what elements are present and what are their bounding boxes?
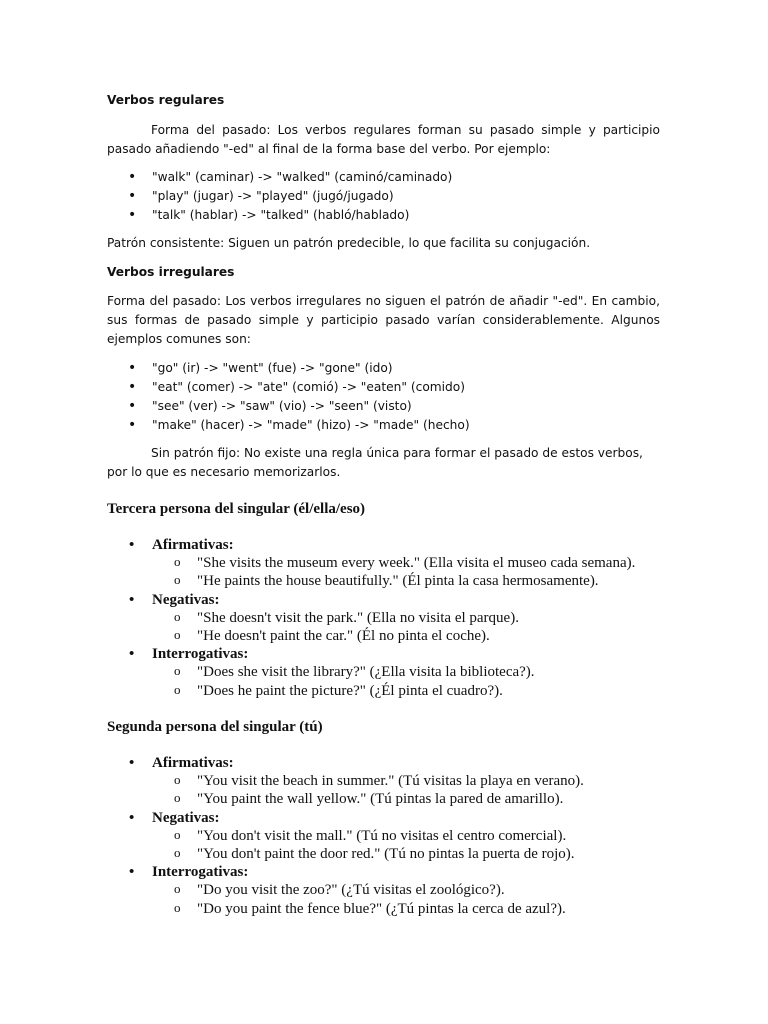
group-label-affirmative: • Afirmativas: bbox=[107, 754, 660, 772]
list-item: • "walk" (caminar) -> "walked" (caminó/caminado) bbox=[107, 168, 660, 187]
list-item: o "Does she visit the library?" (¿Ella visita la biblioteca?). bbox=[107, 663, 660, 681]
third-person-heading: Tercera persona del singular (él/ella/eso) bbox=[107, 501, 366, 517]
irregular-verbs-intro: Forma del pasado: Los verbos irregulares no siguen el patrón de añadir "-ed". En cambio, sus formas de pasado simple y participio pasado varían considerablemente. Algunos ejemplos comunes son: bbox=[107, 294, 660, 346]
group-label-interrogative: • Interrogativas: bbox=[107, 863, 660, 881]
list-item: • "play" (jugar) -> "played" (jugó/jugado) bbox=[107, 187, 660, 206]
second-person-list bbox=[107, 754, 660, 918]
second-person-heading: Segunda persona del singular (tú) bbox=[107, 719, 323, 735]
irregular-verbs-heading: Verbos irregulares bbox=[107, 265, 235, 279]
group-label-interrogative: • Interrogativas: bbox=[107, 645, 660, 663]
regular-examples-list bbox=[107, 168, 660, 225]
third-person-list bbox=[107, 536, 660, 700]
list-item: o "You paint the wall yellow." (Tú pintas la pared de amarillo). bbox=[107, 790, 660, 808]
group-label-negative: • Negativas: bbox=[107, 591, 660, 609]
list-item: o "You visit the beach in summer." (Tú visitas la playa en verano). bbox=[107, 772, 660, 790]
regular-pattern-note: Patrón consistente: Siguen un patrón predecible, lo que facilita su conjugación. bbox=[107, 236, 591, 250]
list-item: o "He doesn't paint the car." (Él no pinta el coche). bbox=[107, 627, 660, 645]
list-item: • "talk" (hablar) -> "talked" (habló/hablado) bbox=[107, 206, 660, 225]
list-item: • "see" (ver) -> "saw" (vio) -> "seen" (visto) bbox=[107, 397, 660, 416]
irregular-examples-list bbox=[107, 359, 660, 435]
list-item: o "He paints the house beautifully." (Él pinta la casa hermosamente). bbox=[107, 572, 660, 590]
list-item: o "You don't paint the door red." (Tú no pintas la puerta de rojo). bbox=[107, 845, 660, 863]
list-item: • "go" (ir) -> "went" (fue) -> "gone" (ido) bbox=[107, 359, 660, 378]
list-item: o "She visits the museum every week." (Ella visita el museo cada semana). bbox=[107, 554, 660, 572]
list-item: • "eat" (comer) -> "ate" (comió) -> "eaten" (comido) bbox=[107, 378, 660, 397]
list-item: o "She doesn't visit the park." (Ella no visita el parque). bbox=[107, 609, 660, 627]
list-item: o "Do you visit the zoo?" (¿Tú visitas el zoológico?). bbox=[107, 881, 660, 899]
list-item: • "make" (hacer) -> "made" (hizo) -> "made" (hecho) bbox=[107, 416, 660, 435]
group-label-negative: • Negativas: bbox=[107, 809, 660, 827]
regular-verbs-intro: Forma del pasado: Los verbos regulares forman su pasado simple y participio pasado añadiendo "-ed" al final de la forma base del verbo. Por ejemplo: bbox=[107, 123, 660, 156]
regular-verbs-heading: Verbos regulares bbox=[107, 93, 225, 107]
list-item: o "Do you paint the fence blue?" (¿Tú pintas la cerca de azul?). bbox=[107, 900, 660, 918]
irregular-note: Sin patrón fijo: No existe una regla única para formar el pasado de estos verbos, por lo que es necesario memorizarlos. bbox=[107, 446, 643, 479]
list-item: o "You don't visit the mall." (Tú no visitas el centro comercial). bbox=[107, 827, 660, 845]
list-item: o "Does he paint the picture?" (¿Él pinta el cuadro?). bbox=[107, 682, 660, 700]
group-label-affirmative: • Afirmativas: bbox=[107, 536, 660, 554]
